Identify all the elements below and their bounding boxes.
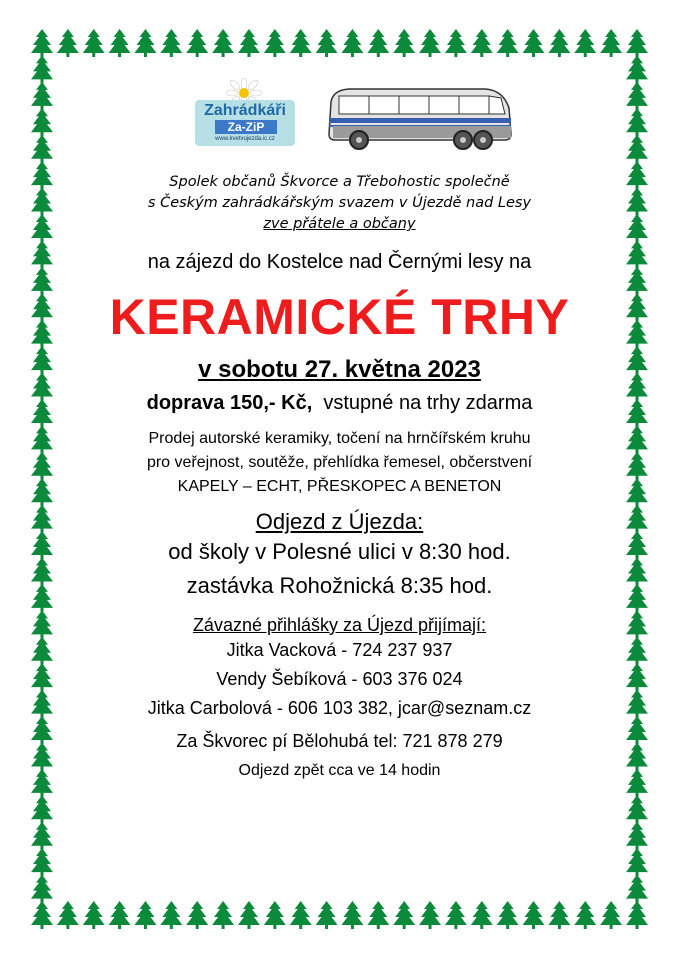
tree-icon [31, 505, 53, 533]
tree-icon [31, 531, 53, 559]
entry-info: vstupné na trhy zdarma [323, 392, 533, 414]
tree-icon [31, 875, 53, 903]
tree-icon [31, 135, 53, 163]
tree-icon [31, 346, 53, 374]
tree-icon [626, 637, 648, 665]
tree-icon [134, 901, 156, 929]
tree-icon [626, 135, 648, 163]
tree-icon [31, 108, 53, 136]
tree-icon [290, 29, 312, 57]
tree-icon [626, 55, 648, 83]
intro-text [70, 172, 609, 235]
logo-panel [195, 100, 295, 146]
tree-icon [626, 716, 648, 744]
tree-icon [626, 188, 648, 216]
departure-line-2: zastávka Rohožnická 8:35 hod. [186, 573, 493, 598]
tree-icon [57, 901, 79, 929]
tree-icon [341, 29, 363, 57]
tree-icon [31, 848, 53, 876]
tree-icon [600, 901, 622, 929]
tree-icon [212, 29, 234, 57]
tree-icon [264, 29, 286, 57]
tree-icon [445, 29, 467, 57]
logo-row [70, 60, 609, 160]
transport-price: doprava 150,- Kč, [146, 392, 313, 414]
tree-icon [31, 161, 53, 189]
tree-icon [626, 848, 648, 876]
tree-icon [393, 901, 415, 929]
tree-icon [626, 901, 648, 929]
tree-icon [626, 557, 648, 585]
tree-icon [626, 875, 648, 903]
tree-icon [626, 399, 648, 427]
departure-line-1: od školy v Polesné ulici v 8:30 hod. [168, 539, 511, 564]
tree-icon [238, 901, 260, 929]
tree-icon [31, 425, 53, 453]
return-time: Odjezd zpět cca ve 14 hodin [238, 762, 441, 779]
description-line-3: KAPELY – ECHT, PŘESKOPEC A BENETON [177, 478, 502, 495]
tree-icon [316, 29, 338, 57]
tree-icon [626, 240, 648, 268]
description-line-2: pro veřejnost, soutěže, přehlídka řemesel, občerstvení [146, 454, 533, 471]
tree-icon [160, 29, 182, 57]
tree-icon [523, 901, 545, 929]
tree-icon [626, 108, 648, 136]
price-line [70, 392, 609, 415]
tree-icon [600, 29, 622, 57]
bus-icon [325, 82, 515, 152]
tree-icon [31, 320, 53, 348]
tree-icon [626, 822, 648, 850]
tree-icon [497, 901, 519, 929]
tree-icon [626, 320, 648, 348]
tree-icon [238, 29, 260, 57]
zahradkari-logo [190, 78, 300, 150]
tree-icon [574, 901, 596, 929]
tree-icon [186, 29, 208, 57]
logo-title: Zahrádkáři [204, 102, 286, 119]
tree-icon [419, 901, 441, 929]
tree-icon [367, 29, 389, 57]
tree-icon [186, 901, 208, 929]
tree-icon [626, 610, 648, 638]
tree-icon [31, 82, 53, 110]
tree-icon [626, 478, 648, 506]
tree-icon [31, 29, 53, 57]
tree-icon [290, 901, 312, 929]
tree-icon [31, 214, 53, 242]
tree-icon [31, 55, 53, 83]
tree-icon [31, 240, 53, 268]
tree-icon [31, 716, 53, 744]
tree-icon [31, 637, 53, 665]
tree-icon [523, 29, 545, 57]
tree-icon [393, 29, 415, 57]
tree-icon [31, 610, 53, 638]
tree-icon [548, 901, 570, 929]
tree-icon [83, 901, 105, 929]
tree-icon [419, 29, 441, 57]
tree-icon [341, 901, 363, 929]
tree-icon [31, 769, 53, 797]
tree-icon [548, 29, 570, 57]
tree-icon [626, 29, 648, 57]
logo-subtitle: Za-ZiP [215, 120, 277, 134]
tree-icon [134, 29, 156, 57]
tree-icon [626, 584, 648, 612]
tree-icon [367, 901, 389, 929]
tree-icon [57, 29, 79, 57]
tree-icon [471, 901, 493, 929]
tree-icon [626, 373, 648, 401]
tree-icon [31, 557, 53, 585]
tree-icon [31, 901, 53, 929]
tree-icon [212, 901, 234, 929]
flyer-content [70, 60, 609, 780]
tree-icon [31, 452, 53, 480]
tree-icon [31, 293, 53, 321]
tree-icon [471, 29, 493, 57]
tree-icon [626, 531, 648, 559]
intro-line-2: s Českým zahrádkářským svazem v Újezdě nad Lesy [147, 195, 532, 211]
tree-icon [83, 29, 105, 57]
tree-icon [626, 505, 648, 533]
tree-icon [574, 29, 596, 57]
tree-icon [31, 188, 53, 216]
tree-icon [31, 742, 53, 770]
description [70, 427, 609, 499]
tree-icon [109, 29, 131, 57]
tree-icon [626, 82, 648, 110]
tree-icon [626, 161, 648, 189]
tree-icon [626, 742, 648, 770]
tree-icon [626, 293, 648, 321]
contact-2: Vendy Šebíková - 603 376 024 [216, 669, 463, 689]
intro-invitation: zve přátele a občany [263, 216, 416, 232]
departure-heading: Odjezd z Újezda: [255, 509, 424, 534]
tree-icon [31, 478, 53, 506]
tree-icon [626, 425, 648, 453]
tree-icon [31, 584, 53, 612]
tree-icon [264, 901, 286, 929]
contact-3: Jitka Carbolová - 606 103 382, jcar@seznam.cz [147, 698, 532, 718]
tree-icon [497, 29, 519, 57]
tree-icon [160, 901, 182, 929]
tree-icon [316, 901, 338, 929]
tree-icon [626, 769, 648, 797]
tree-icon [31, 399, 53, 427]
tree-icon [626, 346, 648, 374]
tree-icon [626, 214, 648, 242]
tree-icon [626, 452, 648, 480]
tree-icon [31, 373, 53, 401]
tree-icon [31, 267, 53, 295]
headline: KERAMICKÉ TRHY [109, 289, 570, 345]
registration-heading: Závazné přihlášky za Újezd přijímají: [192, 615, 487, 635]
tree-icon [626, 795, 648, 823]
tree-icon [31, 795, 53, 823]
description-line-1: Prodej autorské keramiky, točení na hrnčířském kruhu [148, 430, 531, 447]
tree-icon [31, 690, 53, 718]
logo-url: www.kvetvujezda.ic.cz [215, 136, 275, 142]
event-date: v sobotu 27. května 2023 [198, 356, 481, 383]
tree-icon [626, 267, 648, 295]
tree-icon [31, 663, 53, 691]
tree-icon [626, 663, 648, 691]
skvorec-contact: Za Škvorec pí Bělohubá tel: 721 878 279 [176, 731, 503, 751]
contact-1: Jitka Vacková - 724 237 937 [226, 640, 453, 660]
trip-line: na zájezd do Kostelce nad Černými lesy na [147, 251, 532, 273]
tree-icon [31, 822, 53, 850]
tree-icon [626, 690, 648, 718]
tree-icon [445, 901, 467, 929]
intro-line-1: Spolek občanů Škvorce a Třebohostic společně [169, 174, 510, 190]
tree-icon [109, 901, 131, 929]
